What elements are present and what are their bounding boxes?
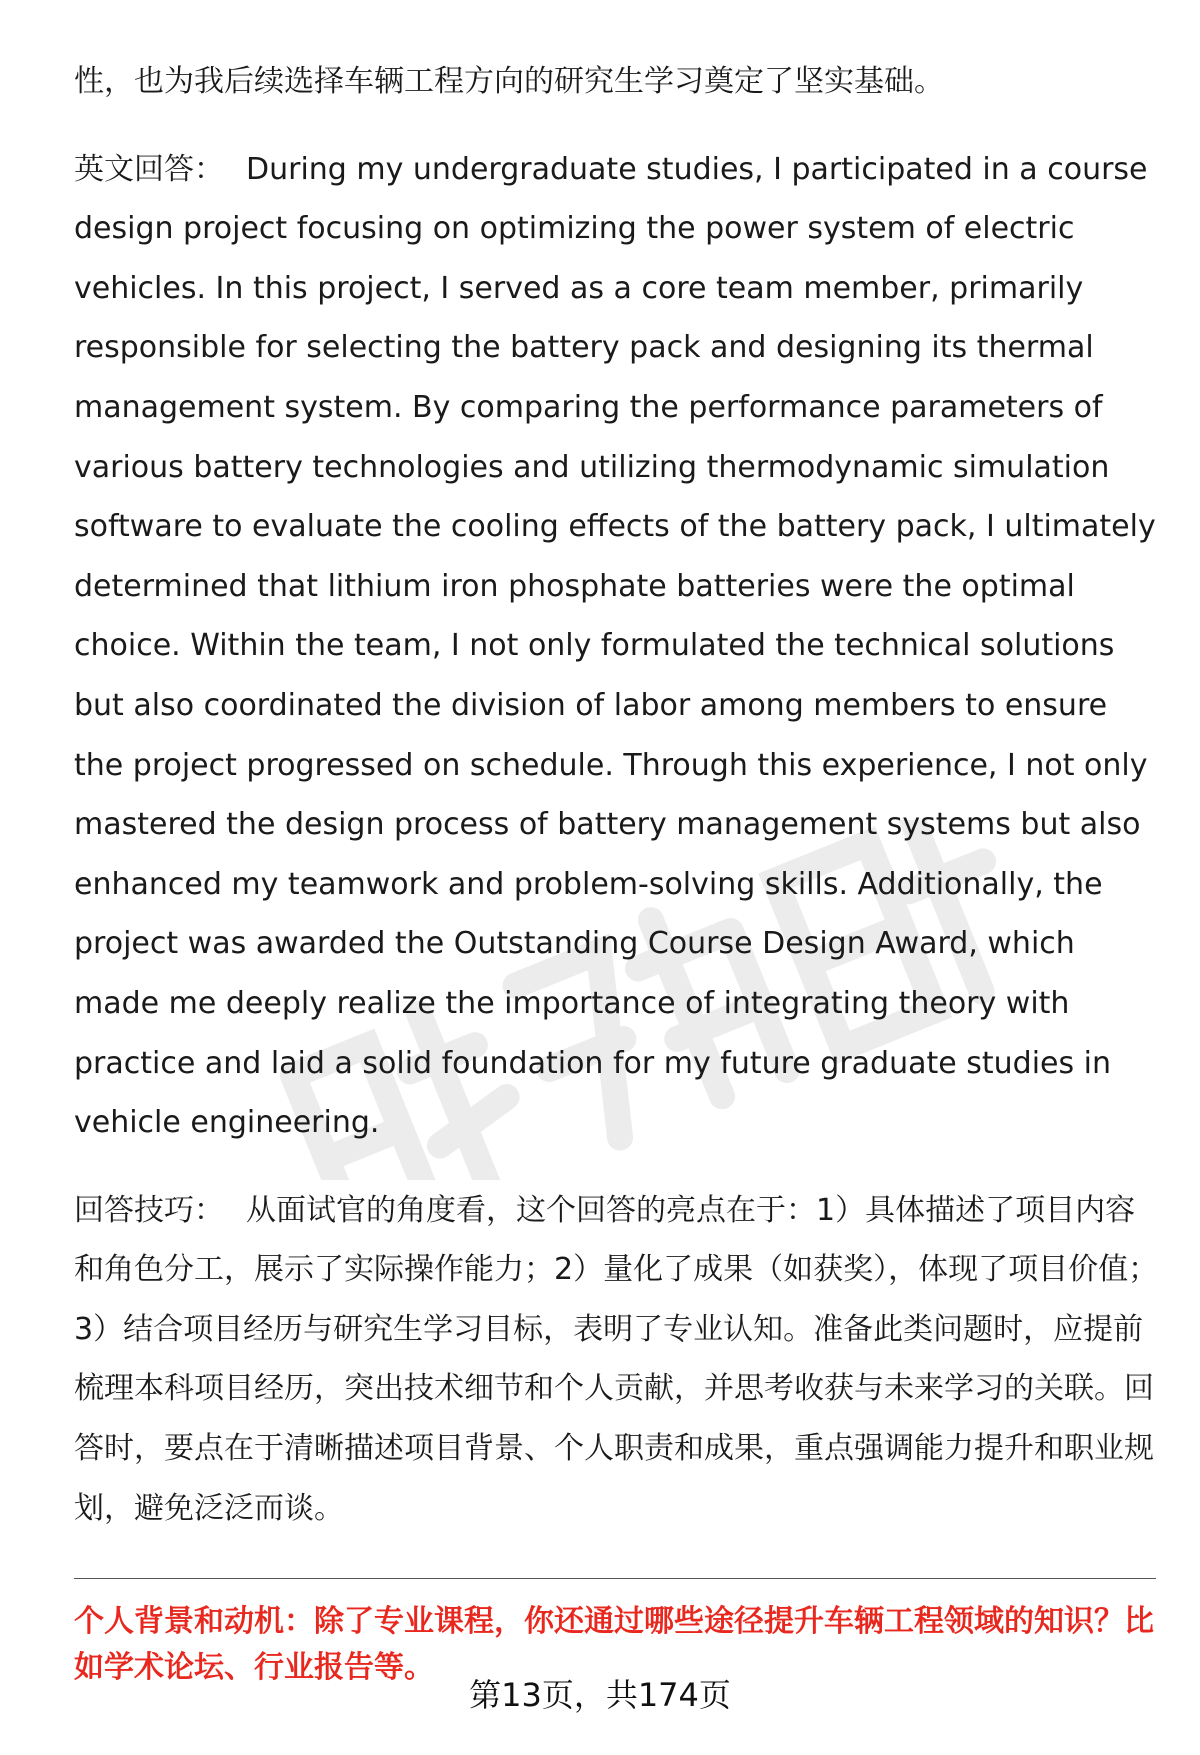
page-indicator: 第13页，共174页 bbox=[469, 1676, 731, 1714]
answer-tips-paragraph bbox=[74, 1181, 1164, 1539]
english-answer-paragraph bbox=[74, 140, 1164, 1153]
answer-tips-label: 回答技巧： bbox=[74, 1192, 224, 1228]
english-answer-text: During my undergraduate studies, I participated in a course design project focusing on optimizing the power system of electric vehicles. In this project, I served as a core team member, primarily responsible for selecting the battery pack and designing its thermal management system. By comparing the performance parameters of various battery technologies and utilizing thermodynamic simulation software to evaluate the cooling effects of the battery pack, I ultimately determined that lithium iron phosphate batteries were the optimal choice. Within the team, I not only formulated the technical solutions but also coordinated the division of labor among members to ensure the project progressed on schedule. Through this experience, I not only mastered the design process of battery management systems but also enhanced my teamwork and problem-solving skills. Additionally, the project was awarded the Outstanding Course Design Award, which made me deeply realize the importance of integrating theory with practice and laid a solid foundation for my future graduate studies in vehicle engineering. bbox=[74, 151, 1156, 1141]
intro-continuation: 性，也为我后续选择车辆工程方向的研究生学习奠定了坚实基础。 bbox=[74, 64, 944, 99]
document-page bbox=[74, 52, 1164, 1691]
english-answer-label: 英文回答： bbox=[74, 151, 224, 187]
section-divider bbox=[74, 1578, 1156, 1579]
next-question-heading: 个人背景和动机：除了专业课程，你还通过哪些途径提升车辆工程领域的知识？比如学术论坛、行业报告等。 bbox=[74, 1604, 1154, 1686]
answer-tips-text: 从面试官的角度看，这个回答的亮点在于：1）具体描述了项目内容和角色分工，展示了实际操作能力；2）量化了成果（如获奖），体现了项目价值；3）结合项目经历与研究生学习目标，表明了专业认知。准备此类问题时，应提前梳理本科项目经历，突出技术细节和个人贡献，并思考收获与未来学习的关联。回答时，要点在于清晰描述项目背景、个人职责和成果，重点强调能力提升和职业规划，避免泛泛而谈。 bbox=[74, 1192, 1159, 1526]
